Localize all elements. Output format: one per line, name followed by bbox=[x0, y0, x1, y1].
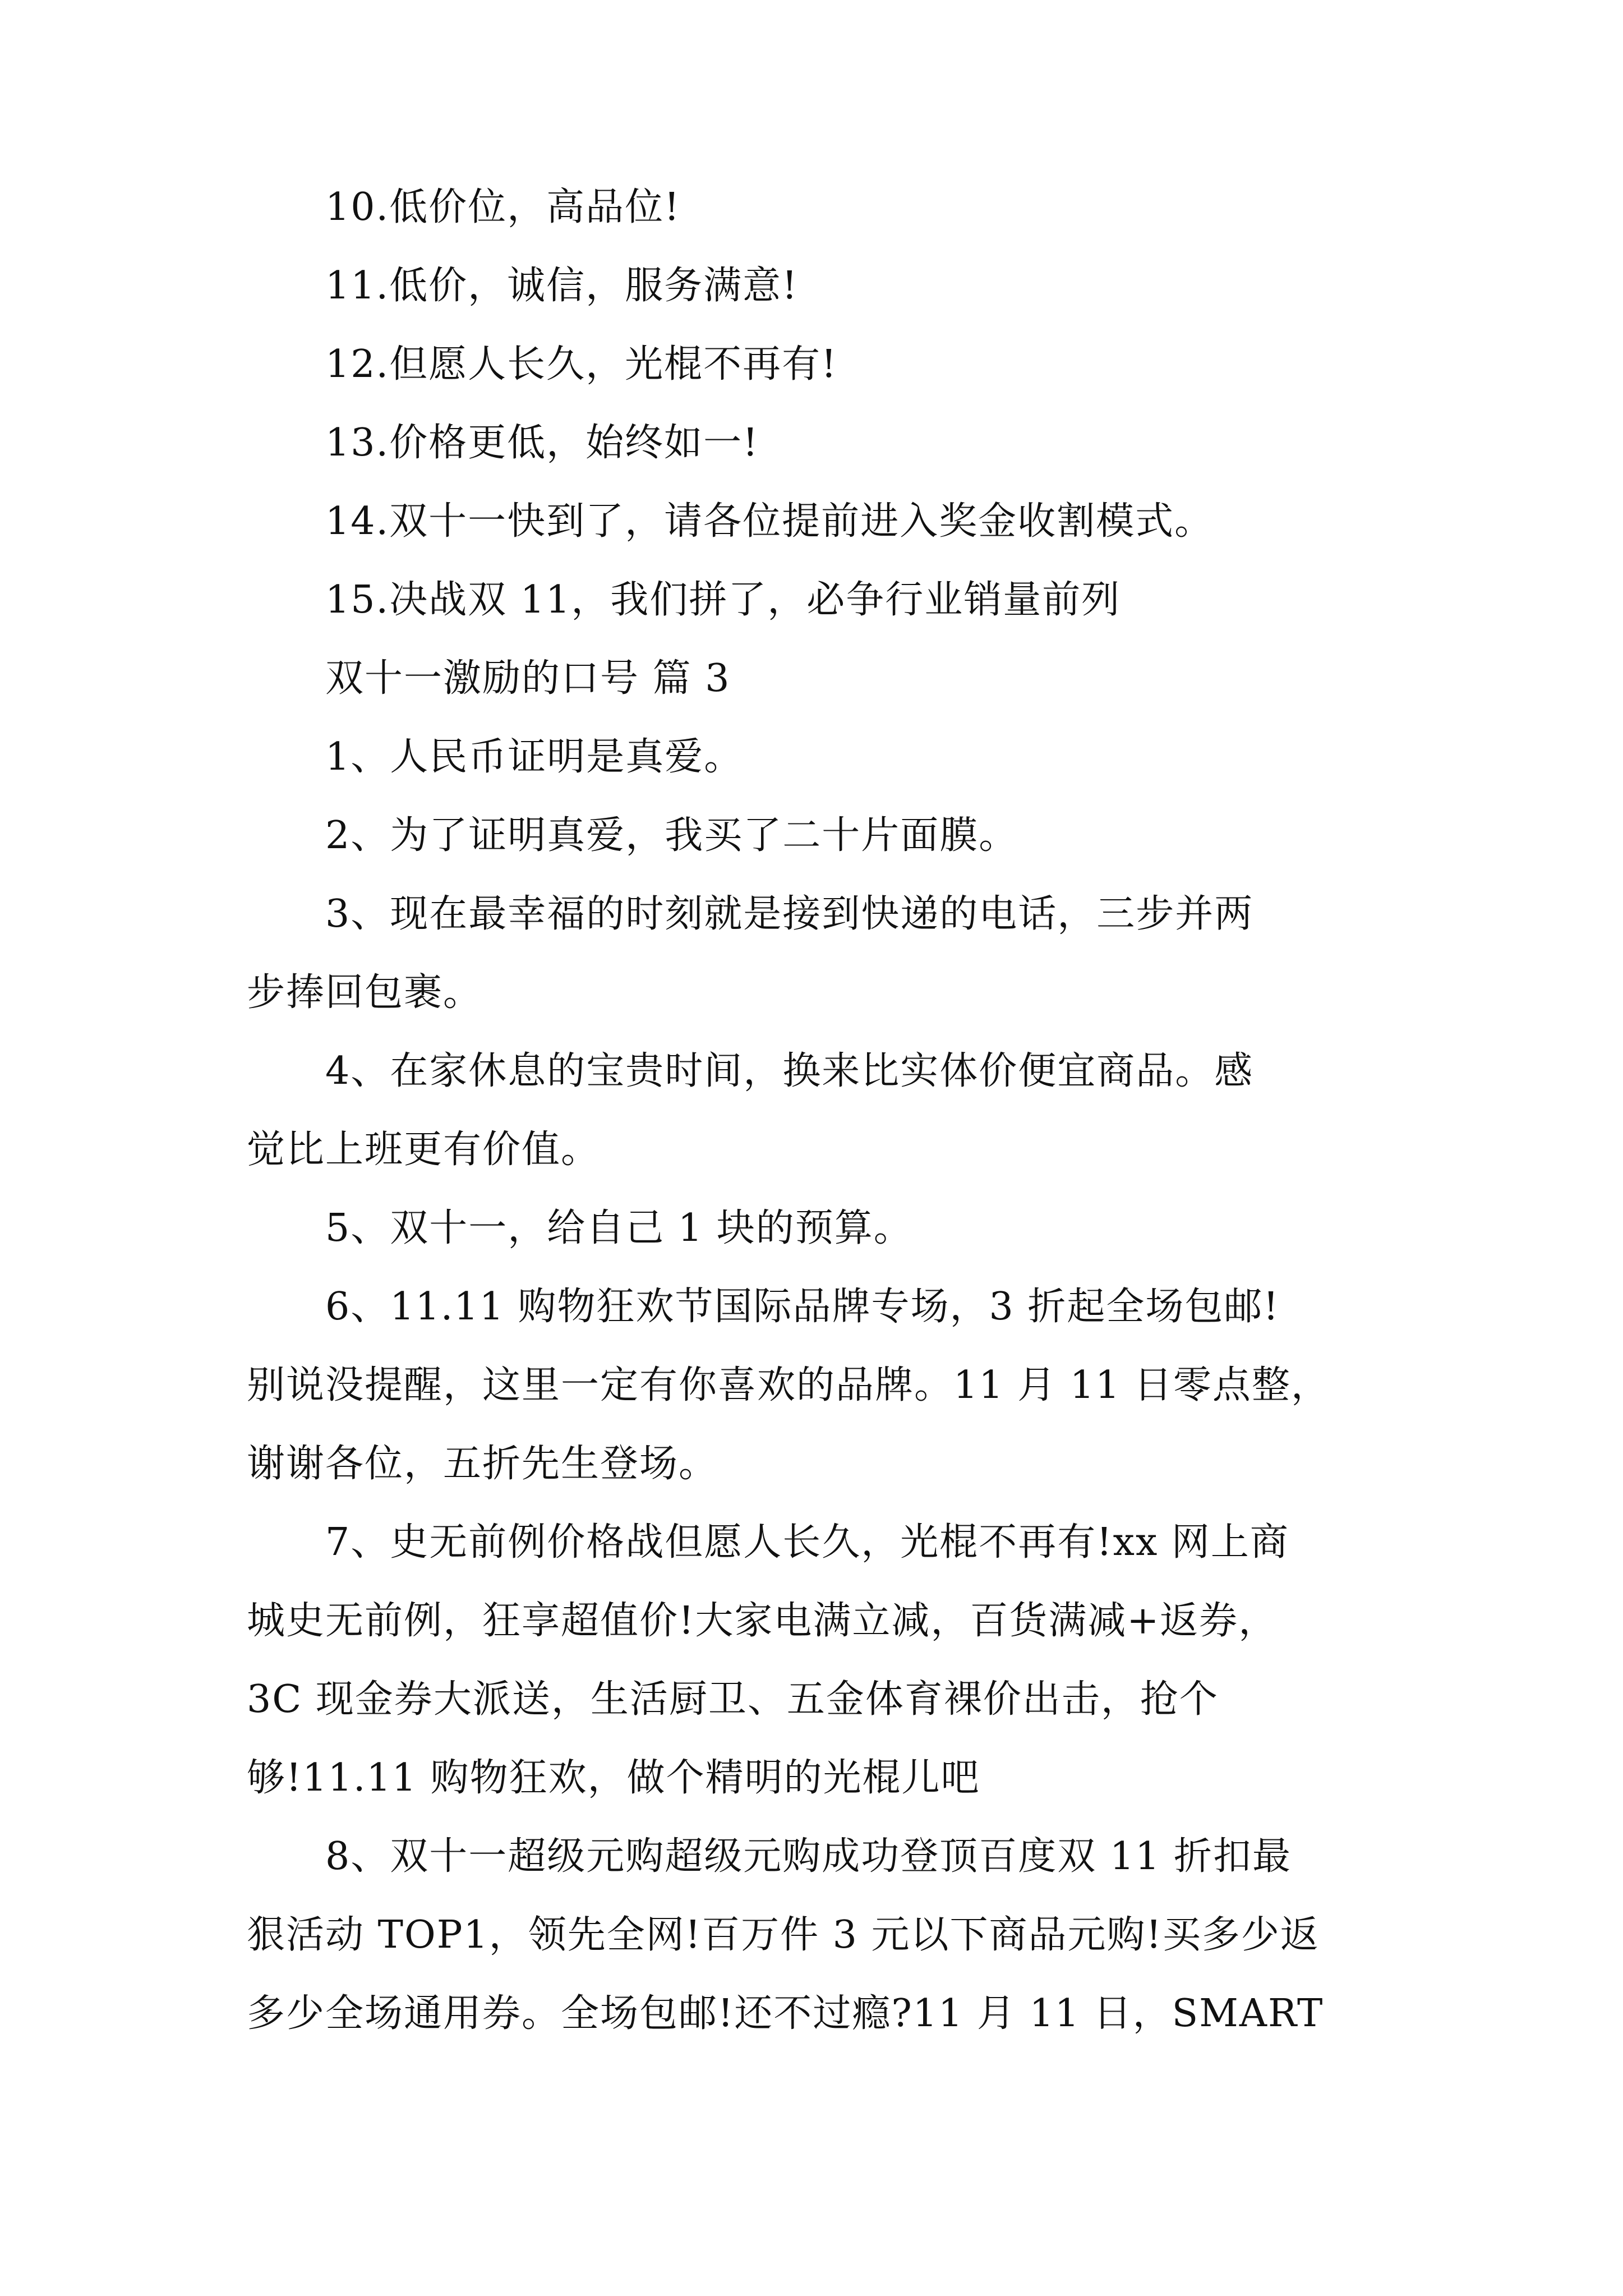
text-line: 5、双十一，给自己 1 块的预算。 bbox=[325, 1206, 913, 1250]
text-line: 2、为了证明真爱，我买了二十片面膜。 bbox=[325, 813, 1018, 858]
text-line: 7、史无前例价格战但愿人长久，光棍不再有!xx 网上商 bbox=[325, 1520, 1289, 1565]
text-line: 谢谢各位，五折先生登场。 bbox=[247, 1442, 718, 1486]
text-line: 14.双十一快到了，请各位提前进入奖金收割模式。 bbox=[325, 499, 1214, 544]
text-line: 10.低价位，高品位! bbox=[325, 185, 681, 229]
section-heading: 双十一激励的口号 篇 3 bbox=[325, 656, 731, 701]
document-body bbox=[247, 168, 1391, 2053]
text-line: 别说没提醒，这里一定有你喜欢的品牌。11 月 11 日零点整， bbox=[247, 1363, 1330, 1407]
text-line: 多少全场通用券。全场包邮!还不过瘾?11 月 11 日，SMART bbox=[247, 1991, 1324, 2036]
text-line: 13.价格更低，始终如一! bbox=[325, 421, 759, 465]
text-line: 12.但愿人长久，光棍不再有! bbox=[325, 342, 838, 386]
text-line: 城史无前例，狂享超值价!大家电满立减，百货满减+返券， bbox=[247, 1599, 1278, 1643]
text-line: 8、双十一超级元购超级元购成功登顶百度双 11 折扣最 bbox=[325, 1834, 1292, 1879]
text-line: 狠活动 TOP1，领先全网!百万件 3 元以下商品元购!买多少返 bbox=[247, 1913, 1320, 1957]
text-line: 够!11.11 购物狂欢，做个精明的光棍儿吧 bbox=[247, 1756, 980, 1800]
text-line: 步捧回包裹。 bbox=[247, 970, 483, 1015]
text-line: 15.决战双 11，我们拼了，必争行业销量前列 bbox=[325, 578, 1121, 622]
text-line: 6、11.11 购物狂欢节国际品牌专场，3 折起全场包邮! bbox=[325, 1285, 1280, 1329]
text-line: 3、现在最幸福的时刻就是接到快递的电话，三步并两 bbox=[325, 892, 1254, 936]
text-line: 觉比上班更有价值。 bbox=[247, 1128, 601, 1172]
text-line: 11.低价，诚信，服务满意! bbox=[325, 264, 799, 308]
text-line: 3C 现金券大派送，生活厨卫、五金体育裸价出击，抢个 bbox=[247, 1677, 1219, 1722]
text-line: 1、人民币证明是真爱。 bbox=[325, 735, 744, 779]
text-line: 4、在家休息的宝贵时间，换来比实体价便宜商品。感 bbox=[325, 1049, 1254, 1093]
